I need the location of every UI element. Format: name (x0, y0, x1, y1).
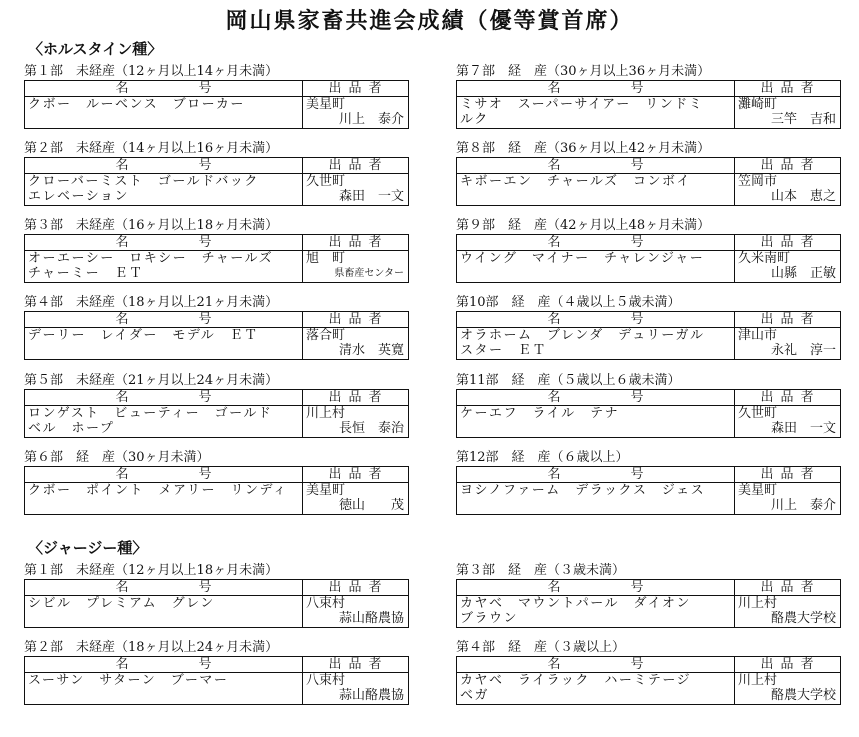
exhibitor-name: 長恒 泰治 (338, 421, 404, 436)
entry-table (456, 579, 841, 628)
division-label: 第４部 経 産（３歳以上） (456, 640, 626, 655)
exhibitor-cell (735, 97, 841, 129)
jersey-entry-block (24, 640, 408, 705)
holstein-entry-block (456, 450, 840, 515)
division-label: 第２部 未経産（18ヶ月以上24ヶ月未満） (24, 640, 279, 655)
entry-table (456, 656, 841, 705)
cow-name: ヨシノファーム デラックス ジェス (457, 483, 735, 515)
exhibitor-town: 落合町 (306, 328, 346, 343)
exhibitor-town: 美星町 (738, 483, 778, 498)
entry-table (24, 389, 409, 438)
holstein-entry-block (456, 295, 840, 360)
name-header: 名号 (25, 81, 303, 97)
holstein-entry-block (24, 64, 408, 129)
name-header: 名号 (457, 312, 735, 328)
exhibitor-cell (735, 406, 841, 438)
entry-table (456, 80, 841, 129)
name-header: 名号 (25, 390, 303, 406)
exhibitor-header: 出品者 (303, 235, 409, 251)
holstein-entry-block (456, 141, 840, 206)
exhibitor-town: 八束村 (306, 596, 346, 611)
exhibitor-name: 川上 泰介 (770, 498, 836, 513)
exhibitor-name: 森田 一文 (338, 189, 404, 204)
exhibitor-cell (735, 251, 841, 283)
exhibitor-header: 出品者 (735, 235, 841, 251)
name-header: 名号 (25, 657, 303, 673)
jersey-heading: 〈ジャージー種〉 (28, 539, 148, 557)
exhibitor-town: 八束村 (306, 673, 346, 688)
holstein-entry-block (456, 64, 840, 129)
entry-table (24, 656, 409, 705)
jersey-entry-block (24, 563, 408, 628)
exhibitor-name: 山縣 正敏 (770, 266, 836, 281)
exhibitor-name: 山本 恵之 (770, 189, 836, 204)
name-header: 名号 (25, 158, 303, 174)
exhibitor-header: 出品者 (303, 390, 409, 406)
exhibitor-name: 三竿 吉和 (770, 112, 836, 127)
exhibitor-cell (735, 596, 841, 628)
division-label: 第２部 未経産（14ヶ月以上16ヶ月未満） (24, 141, 279, 156)
exhibitor-cell (303, 251, 409, 283)
exhibitor-header: 出品者 (303, 312, 409, 328)
exhibitor-name: 川上 泰介 (338, 112, 404, 127)
division-label: 第５部 未経産（21ヶ月以上24ヶ月未満） (24, 373, 279, 388)
exhibitor-town: 川上村 (738, 673, 778, 688)
division-label: 第９部 経 産（42ヶ月以上48ヶ月未満） (456, 218, 711, 233)
exhibitor-header: 出品者 (303, 580, 409, 596)
exhibitor-cell (303, 328, 409, 360)
exhibitor-name: 森田 一文 (770, 421, 836, 436)
division-label: 第１部 未経産（12ヶ月以上14ヶ月未満） (24, 64, 279, 79)
entry-table (24, 579, 409, 628)
exhibitor-header: 出品者 (735, 158, 841, 174)
name-header: 名号 (25, 312, 303, 328)
exhibitor-header: 出品者 (303, 158, 409, 174)
division-label: 第３部 経 産（３歳未満） (456, 563, 626, 578)
exhibitor-cell (303, 596, 409, 628)
cow-name: ロンゲスト ビューティー ゴールド ベル ホープ (25, 406, 303, 438)
exhibitor-cell (735, 174, 841, 206)
exhibitor-town: 川上村 (306, 406, 346, 421)
name-header: 名号 (457, 81, 735, 97)
holstein-entry-block (456, 218, 840, 283)
exhibitor-name: 酪農大学校 (770, 688, 836, 703)
entry-table (456, 466, 841, 515)
exhibitor-town: 津山市 (738, 328, 778, 343)
name-header: 名号 (25, 235, 303, 251)
entry-table (24, 80, 409, 129)
division-label: 第１部 未経産（12ヶ月以上18ヶ月未満） (24, 563, 279, 578)
cow-name: カヤベ ライラック ハーミテージ ベガ (457, 673, 735, 705)
cow-name: ケーエフ ライル テナ (457, 406, 735, 438)
exhibitor-cell (303, 97, 409, 129)
holstein-entry-block (24, 373, 408, 438)
page-title: 岡山県家畜共進会成績（優等賞首席） (225, 9, 634, 34)
holstein-entry-block (456, 373, 840, 438)
name-header: 名号 (25, 467, 303, 483)
entry-table (456, 311, 841, 360)
division-label: 第７部 経 産（30ヶ月以上36ヶ月未満） (456, 64, 711, 79)
exhibitor-town: 美星町 (306, 483, 346, 498)
exhibitor-header: 出品者 (735, 467, 841, 483)
exhibitor-header: 出品者 (735, 81, 841, 97)
entry-table (24, 157, 409, 206)
holstein-entry-block (24, 218, 408, 283)
holstein-heading: 〈ホルスタイン種〉 (28, 40, 163, 58)
exhibitor-town: 美星町 (306, 97, 346, 112)
exhibitor-header: 出品者 (735, 657, 841, 673)
exhibitor-town: 旭 町 (306, 251, 346, 266)
exhibitor-town: 久世町 (738, 406, 778, 421)
exhibitor-name: 蒜山酪農協 (338, 611, 404, 626)
exhibitor-cell (303, 673, 409, 705)
jersey-entry-block (456, 640, 840, 705)
cow-name: オラホーム ブレンダ デュリーガル スター ＥＴ (457, 328, 735, 360)
exhibitor-town: 灘崎町 (738, 97, 778, 112)
name-header: 名号 (457, 158, 735, 174)
cow-name: オーエーシー ロキシー チャールズ チャーミー ＥＴ (25, 251, 303, 283)
division-label: 第４部 未経産（18ヶ月以上21ヶ月未満） (24, 295, 279, 310)
entry-table (456, 389, 841, 438)
exhibitor-header: 出品者 (303, 467, 409, 483)
exhibitor-cell (303, 174, 409, 206)
cow-name: クローバーミスト ゴールドバック エレベーション (25, 174, 303, 206)
cow-name: ウイング マイナー チャレンジャー (457, 251, 735, 283)
entry-table (456, 234, 841, 283)
holstein-entry-block (24, 141, 408, 206)
holstein-entry-block (24, 295, 408, 360)
division-label: 第８部 経 産（36ヶ月以上42ヶ月未満） (456, 141, 711, 156)
name-header: 名号 (457, 235, 735, 251)
cow-name: カヤベ マウントパール ダイオン ブラウン (457, 596, 735, 628)
name-header: 名号 (457, 657, 735, 673)
exhibitor-header: 出品者 (735, 580, 841, 596)
cow-name: キボーエン チャールズ コンボイ (457, 174, 735, 206)
cow-name: スーサン サターン ブーマー (25, 673, 303, 705)
entry-table (24, 466, 409, 515)
exhibitor-cell (735, 483, 841, 515)
division-label: 第12部 経 産（６歳以上） (456, 450, 629, 465)
exhibitor-name: 酪農大学校 (770, 611, 836, 626)
exhibitor-name: 徳山 茂 (338, 498, 404, 513)
exhibitor-header: 出品者 (303, 657, 409, 673)
holstein-entry-block (24, 450, 408, 515)
exhibitor-name: 蒜山酪農協 (338, 688, 404, 703)
division-label: 第３部 未経産（16ヶ月以上18ヶ月未満） (24, 218, 279, 233)
name-header: 名号 (25, 580, 303, 596)
jersey-entry-block (456, 563, 840, 628)
division-label: 第６部 経 産（30ヶ月未満） (24, 450, 210, 465)
cow-name: シビル プレミアム グレン (25, 596, 303, 628)
entry-table (456, 157, 841, 206)
exhibitor-name: 永礼 淳一 (770, 343, 836, 358)
cow-name: クボー ルーベンス ブローカー (25, 97, 303, 129)
exhibitor-cell (303, 483, 409, 515)
exhibitor-cell (303, 406, 409, 438)
exhibitor-cell (735, 673, 841, 705)
exhibitor-header: 出品者 (303, 81, 409, 97)
exhibitor-town: 久世町 (306, 174, 346, 189)
exhibitor-name: 県畜産センター (334, 268, 404, 279)
exhibitor-header: 出品者 (735, 390, 841, 406)
name-header: 名号 (457, 467, 735, 483)
exhibitor-name: 清水 英寛 (338, 343, 404, 358)
exhibitor-header: 出品者 (735, 312, 841, 328)
division-label: 第10部 経 産（４歳以上５歳未満） (456, 295, 681, 310)
name-header: 名号 (457, 390, 735, 406)
exhibitor-town: 久米南町 (738, 251, 791, 266)
exhibitor-town: 笠岡市 (738, 174, 778, 189)
exhibitor-cell (735, 328, 841, 360)
exhibitor-town: 川上村 (738, 596, 778, 611)
cow-name: クボー ポイント メアリー リンディ (25, 483, 303, 515)
entry-table (24, 311, 409, 360)
cow-name: ミサオ スーパーサイアー リンドミ ルク (457, 97, 735, 129)
cow-name: デーリー レイダー モデル ＥＴ (25, 328, 303, 360)
name-header: 名号 (457, 580, 735, 596)
division-label: 第11部 経 産（５歳以上６歳未満） (456, 373, 681, 388)
entry-table (24, 234, 409, 283)
